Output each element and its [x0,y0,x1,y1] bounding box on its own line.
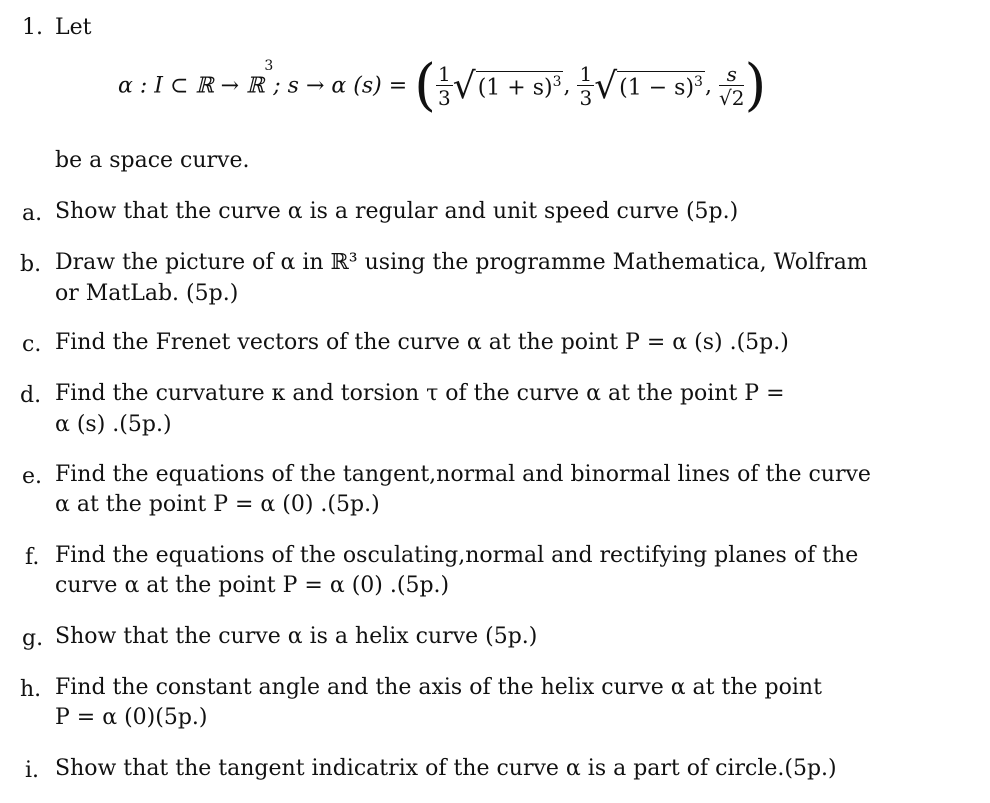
item-b-line-2: or MatLab. (5p.) [55,281,239,306]
item-c-line-1: Find the Frenet vectors of the curve α at the point P = α (s) .(5p.) [55,330,789,355]
sqrt-one-minus-s: $√(1 - s)^3$ [594,65,703,107]
formula-mid: ; s → α (s) = [273,73,408,99]
item-b-line-1: Draw the picture of α in ℝ³ using the programme Mathematica, Wolfram [55,250,868,275]
item-a-label: a. [22,201,43,226]
right-paren: ) [744,53,767,118]
item-h-line-1: Find the constant angle and the axis of the helix curve α at the point [55,675,822,700]
curve-definition-formula: α : I ⊂ ℝ → ℝ$^3$; s → α (s) = ( $\frac{1}{3}$ $√(1 + s)^3$, $\frac{1}{3}$ $√(1 - s)^3$, $\frac{s}{√2}$ ) [118,53,767,118]
left-paren: ( [414,53,436,118]
item-e-label: e. [22,464,43,489]
formula-prefix-exponent: 3 [264,58,274,74]
item-f-line-1: Find the equations of the osculating,normal and rectifying planes of the [55,543,859,568]
problem-intro: Let [55,15,92,40]
problem-after-text: be a space curve. [55,148,250,173]
item-g-line-1: Show that the curve α is a helix curve (5p.) [55,624,538,649]
item-f-label: f. [25,545,40,570]
item-i-label: i. [25,758,40,783]
problem-number: 1. [22,15,43,40]
item-d-line-1: Find the curvature κ and torsion τ of the curve α at the point P = [55,381,785,406]
sqrt-one-plus-s: $√(1 + s)^3$ [452,65,562,107]
item-e-line-2: α at the point P = α (0) .(5p.) [55,492,380,517]
item-b-label: b. [20,252,42,277]
item-c-label: c. [22,332,42,357]
item-h-label: h. [20,677,42,702]
item-g-label: g. [22,626,44,651]
item-i-line-1: Show that the tangent indicatrix of the curve α is a part of circle.(5p.) [55,756,837,781]
item-f-line-2: curve α at the point P = α (0) .(5p.) [55,573,450,598]
item-d-line-2: α (s) .(5p.) [55,412,172,437]
formula-prefix: α : I ⊂ ℝ → ℝ [118,73,265,99]
item-d-label: d. [20,383,42,408]
fraction-s-over-sqrt2: $\frac{s}{√2}$ [718,61,745,110]
item-h-line-2: P = α (0)(5p.) [55,705,208,730]
fraction-one-third-b: $\frac{1}{3}$ [579,61,593,110]
fraction-one-third-a: $\frac{1}{3}$ [438,61,451,110]
item-a-line-1: Show that the curve α is a regular and unit speed curve (5p.) [55,199,739,224]
item-e-line-1: Find the equations of the tangent,normal and binormal lines of the curve [55,462,871,487]
